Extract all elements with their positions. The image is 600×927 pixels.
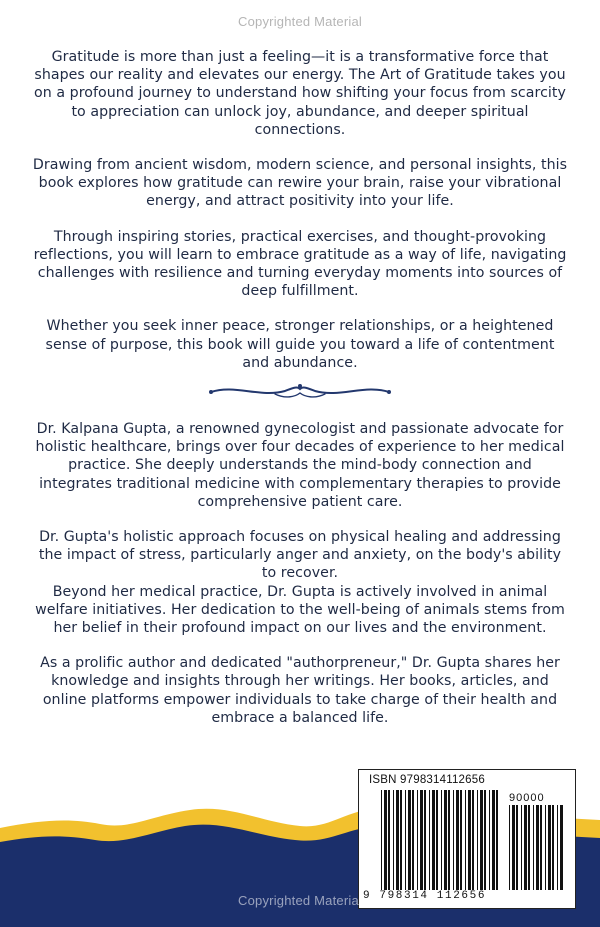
back-cover-text: [32, 48, 568, 744]
description-paragraph: Whether you seek inner peace, stronger relationships, or a heightened sense of purpose, this book will guide you toward a life of contentment and abundance.: [45, 318, 555, 371]
author-bio-paragraph: Dr. Kalpana Gupta, a renowned gynecologist and passionate advocate for holistic healthcare, brings over four decades of experience to her medical practice. She deeply understands the mind-body connection and integrates traditional medicine with complementary therapies to provide comprehensive patient care.: [35, 421, 565, 510]
author-bio-paragraph: As a prolific author and dedicated "authorpreneur," Dr. Gupta shares her knowledge and insights through her writings. Her books, articles, and online platforms empower individuals to take charge of their health and embrace a balanced life.: [40, 655, 560, 726]
addon-barcode-bars: [509, 805, 565, 890]
barcode-digits: 9 798314 112656: [363, 890, 487, 902]
barcode-bars: [381, 790, 501, 890]
isbn-barcode: [358, 769, 576, 909]
description-paragraph: Gratitude is more than just a feeling—it is a transformative force that shapes our reality and elevates our energy. The Art of Gratitude takes you on a profound journey to understand how shifting your focus from scarcity to appreciation can unlock joy, abundance, and deeper spiritual connections.: [34, 49, 566, 138]
watermark-top: Copyrighted Material: [238, 14, 362, 29]
price-code: 90000: [509, 792, 545, 804]
author-bio-paragraph: Dr. Gupta's holistic approach focuses on physical healing and addressing the impact of stress, particularly anger and anxiety, on the body's ability to recover.: [38, 529, 562, 582]
ornamental-divider: [205, 380, 395, 402]
description-paragraph: Drawing from ancient wisdom, modern science, and personal insights, this book explores how gratitude can rewire your brain, raise your vibrational energy, and attract positivity into your life.: [32, 157, 568, 210]
isbn-label: ISBN 9798314112656: [369, 774, 485, 786]
author-bio-paragraph: Beyond her medical practice, Dr. Gupta is actively involved in animal welfare initiatives. Her dedication to the well-being of animals stems from her belief in their profound impact on our lives and the environment.: [35, 583, 565, 637]
watermark-bottom: Copyrighted Material: [238, 893, 362, 908]
description-paragraph: Through inspiring stories, practical exercises, and thought-provoking reflections, you will learn to embrace gratitude as a way of life, navigating challenges with resilience and turning everyday moments into sources of deep fulfillment.: [33, 228, 567, 300]
